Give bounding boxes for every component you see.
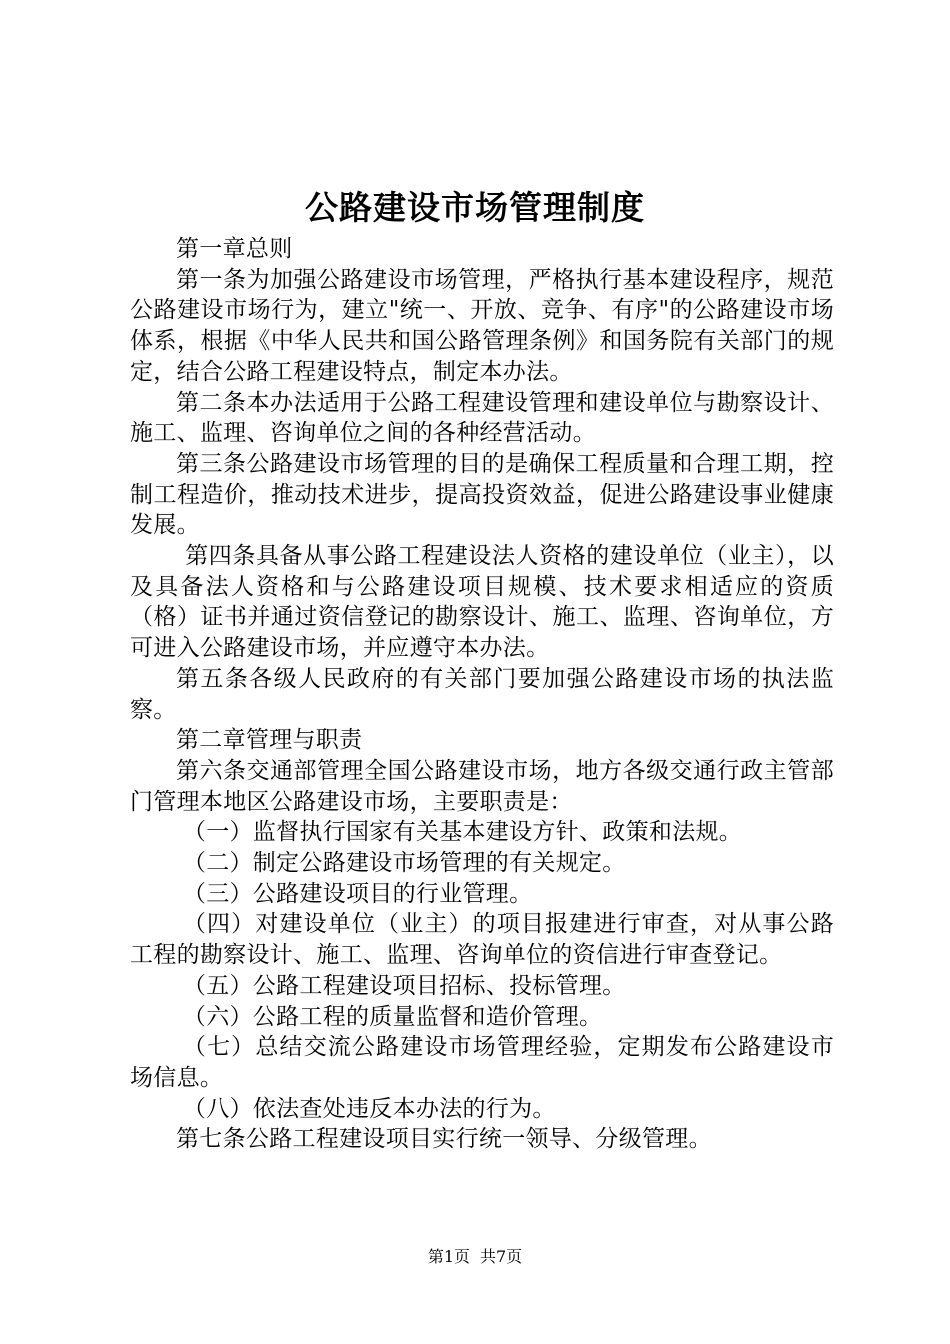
paragraph: （六）公路工程的质量监督和造价管理。 [182,1003,603,1030]
page-number: 第1页 [427,1247,470,1266]
paragraph: （一）监督执行国家有关基本建设方针、政策和法规。 [182,819,743,846]
paragraph: （八）依法查处违反本办法的行为。 [182,1095,556,1122]
paragraph: 第二条本办法适用于公路工程建设管理和建设单位与勘察设计、施工、监理、咨询单位之间的各种经营活动。 [130,389,834,447]
page-total: 共7页 [480,1247,523,1266]
paragraph: 第七条公路工程建设项目实行统一领导、分级管理。 [176,1126,712,1153]
paragraph: 第三条公路建设市场管理的目的是确保工程质量和合理工期，控制工程造价，推动技术进步，提高投资效益，促进公路建设事业健康发展。 [130,450,834,539]
paragraph: 第一章总则 [176,236,293,262]
paragraph: （五）公路工程建设项目招标、投标管理。 [182,972,626,999]
paragraph: 第一条为加强公路建设市场管理，严格执行基本建设程序，规范公路建设市场行为，建立"统一、开放、竞争、有序"的公路建设市场体系，根据《中华人民共和国公路管理条例》和国务院有关部门的规定，结合公路工程建设特点，制定本办法。 [130,266,834,385]
document-body [130,234,834,1155]
paragraph: （三）公路建设项目的行业管理。 [182,880,533,907]
paragraph: 第六条交通部管理全国公路建设市场，地方各级交通行政主管部门管理本地区公路建设市场，主要职责是： [130,757,834,815]
paragraph: （七）总结交流公路建设市场管理经验，定期发布公路建设市场信息。 [130,1034,834,1091]
paragraph: （四）对建设单位（业主）的项目报建进行审查，对从事公路工程的勘察设计、施工、监理、咨询单位的资信进行审查登记。 [130,911,834,969]
paragraph: 第四条具备从事公路工程建设法人资格的建设单位（业主），以及具备法人资格和与公路建设项目规模、技术要求相适应的资质（格）证书并通过资信登记的勘察设计、施工、监理、咨询单位，方可进入公路建设市场，并应遵守本办法。 [130,543,834,662]
paragraph: （二）制定公路建设市场管理的有关规定。 [182,850,626,877]
document-title: 公路建设市场管理制度 [305,188,645,227]
page-footer [0,1246,950,1268]
paragraph: 第二章管理与职责 [176,727,363,754]
paragraph: 第五条各级人民政府的有关部门要加强公路建设市场的执法监察。 [130,665,834,723]
